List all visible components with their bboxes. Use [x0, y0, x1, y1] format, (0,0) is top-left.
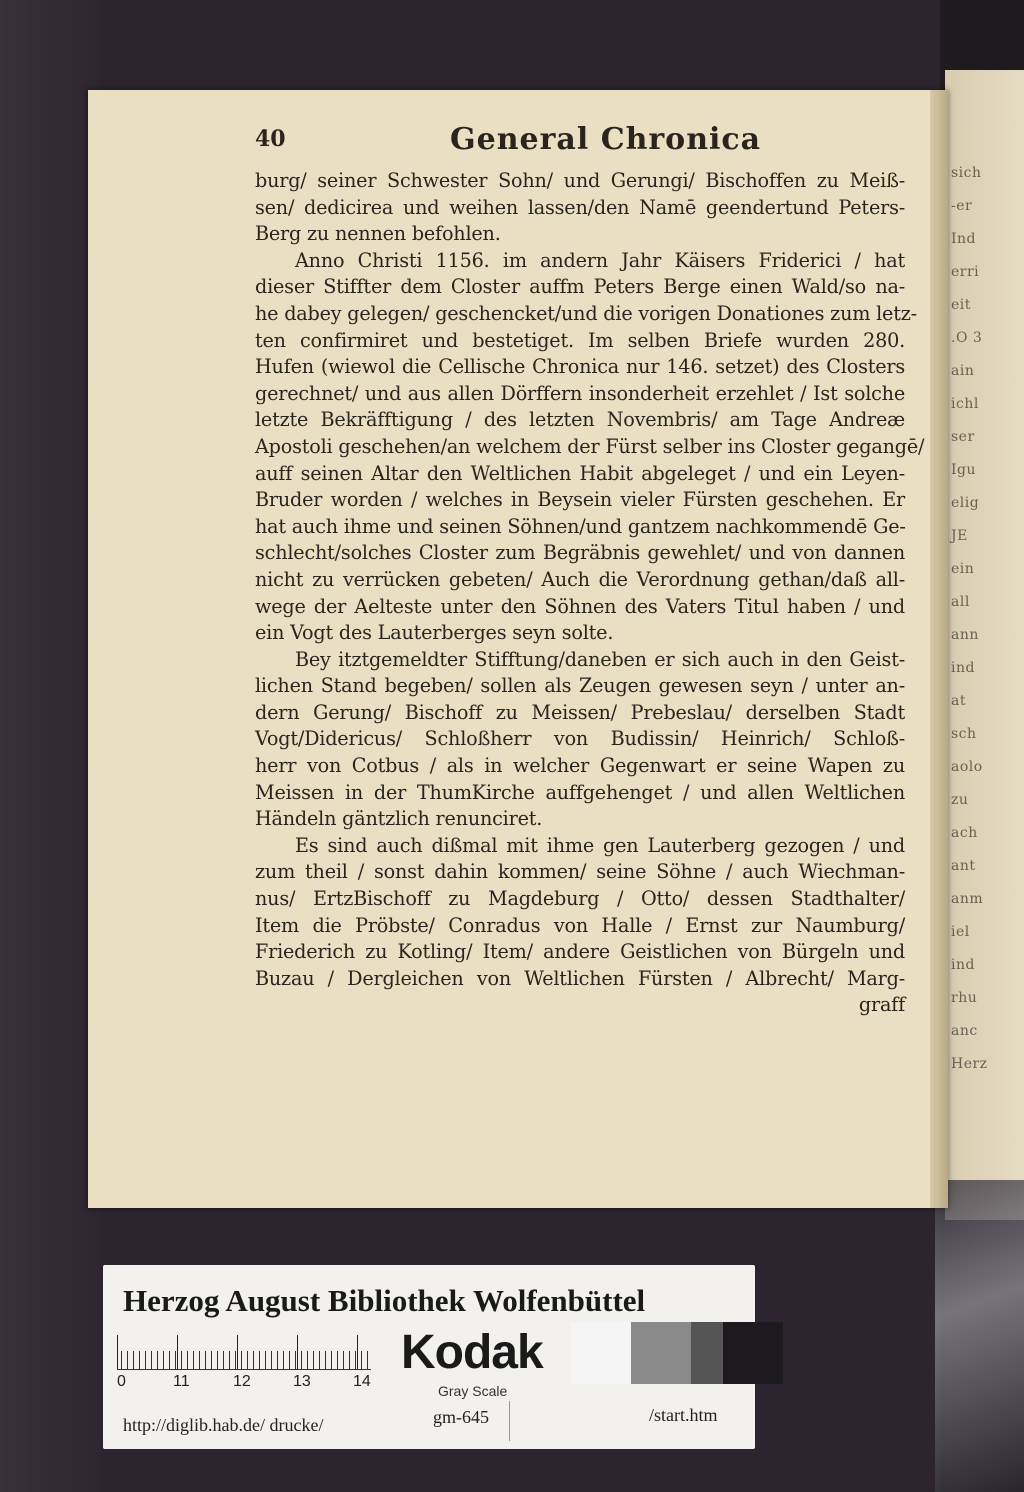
facing-page-fragment: anc: [951, 1023, 978, 1039]
facing-page-fragment: erri: [951, 264, 980, 280]
text-line: ten confirmiret und bestetiget. Im selben Briefe wurden 280.: [255, 328, 905, 352]
text-line: Bey itztgemeldter Stifftung/daneben er sich auch in den Geist-: [295, 647, 905, 671]
body-text: [255, 168, 925, 1019]
facing-page-fragment: -er: [951, 198, 973, 214]
facing-page-fragment: ser: [951, 429, 975, 445]
facing-page-fragment: all: [951, 594, 970, 610]
measurement-ruler: [117, 1335, 371, 1370]
text-line: schlecht/solches Closter zum Begräbnis gewehlet/ und von dannen: [255, 541, 905, 565]
gray-swatch: [691, 1322, 723, 1384]
text-line: Hufen (wiewol die Cellische Chronica nur 146. setzet) des Closters: [255, 355, 905, 379]
text-line: zum theil / sonst dahin kommen/ seine Söhne / auch Wiechman-: [255, 860, 905, 884]
text-line: Händeln gäntzlich renunciret.: [255, 807, 543, 831]
facing-page-fragment: sich: [951, 165, 982, 181]
facing-page-fragment: anm: [951, 891, 984, 907]
facing-page-fragment: ant: [951, 858, 976, 874]
text-line: Item die Pröbste/ Conradus von Halle / Ernst zur Naumburg/: [255, 913, 905, 937]
text-line: hat auch ihme und seinen Söhnen/und gantzem nachkommendē Ge-: [255, 514, 906, 538]
ruler-number: 12: [233, 1373, 251, 1390]
facing-page-fragment: at: [951, 693, 966, 709]
ruler-major-tick: [237, 1335, 238, 1369]
page-gutter: [930, 90, 948, 1208]
ruler-major-tick: [177, 1335, 178, 1369]
url-left: http://diglib.hab.de/ drucke/: [123, 1415, 324, 1435]
ruler-number: 0: [117, 1373, 126, 1390]
running-title: General Chronica: [450, 122, 762, 157]
text-line: Apostoli geschehen/an welchem der Fürst selber ins Closter gegangē/: [255, 434, 925, 458]
facing-page-fragment: .O 3: [951, 330, 983, 346]
facing-page-fragment: ach: [951, 825, 978, 841]
text-line: letzte Bekräfftigung / des letzten Novembris/ am Tage Andreæ: [255, 408, 905, 432]
shelfmark: gm-645: [433, 1407, 489, 1427]
text-line: Friederich zu Kotling/ Item/ andere Geistlichen von Bürgeln und: [255, 940, 905, 964]
text-line: burg/ seiner Schwester Sohn/ und Gerungi/ Bischoffen zu Meiß-: [255, 169, 905, 192]
text-line: he dabey gelegen/ geschencket/und die vorigen Donationes zum letz-: [255, 301, 917, 325]
facing-page-fragment: ann: [951, 627, 979, 643]
facing-page-fragment: ind: [951, 957, 975, 973]
text-line: graff: [858, 993, 905, 1017]
facing-page-fragment: aolo: [951, 759, 983, 775]
text-line: lichen Stand begeben/ sollen als Zeugen gewesen seyn / unter an-: [255, 674, 905, 698]
gray-scale-label: Gray Scale: [438, 1383, 508, 1399]
text-line: herr von Cotbus / als in welcher Gegenwart er seine Wapen zu: [255, 754, 905, 778]
ruler-number: 14: [353, 1373, 371, 1390]
text-line: nus/ ErtzBischoff zu Magdeburg / Otto/ dessen Stadthalter/: [255, 887, 905, 911]
facing-page-fragment: elig: [951, 495, 980, 511]
text-line: gerechnet/ und aus allen Dörffern insonderheit erzehlet / Ist solche: [255, 381, 905, 405]
text-line: sen/ dedicirea und weihen lassen/den Namē geendertund Peters-: [255, 195, 905, 219]
facing-page-fragment: zu: [951, 792, 969, 808]
facing-page-fragment: ind: [951, 660, 975, 676]
text-line: Es sind auch dißmal mit ihme gen Lauterberg gezogen / und: [295, 833, 905, 857]
page-number: 40: [255, 126, 286, 152]
text-line: Vogt/Didericus/ Schloßherr von Budissin/ Heinrich/ Schloß-: [255, 727, 905, 751]
divider: [509, 1401, 510, 1441]
text-line: Meissen in der ThumKirche auffgehenget / und allen Weltlichen: [255, 780, 905, 804]
gray-swatch: [723, 1322, 783, 1384]
ruler-number: 13: [293, 1373, 311, 1390]
gray-swatch: [631, 1322, 691, 1384]
facing-page-fragment: sch: [951, 726, 977, 742]
kodak-logo: Kodak: [401, 1326, 543, 1379]
text-line: Buzau / Dergleichen von Weltlichen Fürsten / Albrecht/ Marg-: [255, 966, 905, 990]
ruler-number: 11: [173, 1373, 190, 1390]
text-line: nicht zu verrücken gebeten/ Auch die Verordnung gethan/daß all-: [255, 567, 905, 591]
ruler-numbers: [117, 1373, 377, 1393]
gray-swatch: [571, 1322, 631, 1384]
facing-page-fragment: ein: [951, 561, 975, 577]
scan-reference-card: [103, 1265, 755, 1449]
ruler-major-tick: [117, 1335, 118, 1369]
page-text-block: [255, 122, 925, 1019]
text-line: Berg zu nennen befohlen.: [255, 222, 501, 246]
page-header: [255, 122, 905, 168]
ruler-major-tick: [297, 1335, 298, 1369]
ruler-major-tick: [357, 1335, 358, 1369]
facing-page-fragment: Ind: [951, 231, 977, 247]
facing-page-fragment: iel: [951, 924, 970, 940]
glass-glare: [935, 1180, 1024, 1492]
text-line: Bruder worden / welches in Beysein vieler Fürsten geschehen. Er: [255, 488, 905, 512]
url-right: /start.htm: [649, 1405, 718, 1425]
facing-page-fragment: rhu: [951, 990, 978, 1006]
facing-page-fragment: ain: [951, 363, 975, 379]
facing-page-fragment: JE: [951, 528, 968, 544]
library-name: Herzog August Bibliothek Wolfenbüttel: [123, 1283, 646, 1318]
text-line: ein Vogt des Lauterberges seyn solte.: [255, 621, 614, 645]
text-line: dieser Stiffter dem Closter auffm Peters Berge einen Wald/so na-: [255, 275, 905, 299]
text-line: auff seinen Altar den Weltlichen Habit abgeleget / und ein Leyen-: [255, 461, 905, 485]
facing-page-fragment: Igu: [951, 462, 977, 478]
scanner-backdrop-left: [0, 0, 100, 1492]
facing-page-fragment: eit: [951, 297, 971, 313]
facing-page-fragment: Herz: [951, 1056, 988, 1072]
text-line: dern Gerung/ Bischoff zu Meissen/ Prebeslau/ derselben Stadt: [255, 700, 905, 724]
facing-page-fragment: ichl: [951, 396, 979, 412]
text-line: wege der Aelteste unter den Söhnen des Vaters Titul haben / und: [255, 594, 905, 618]
facing-page-edge: [945, 70, 1024, 1220]
text-line: Anno Christi 1156. im andern Jahr Käisers Friderici / hat: [295, 248, 905, 272]
